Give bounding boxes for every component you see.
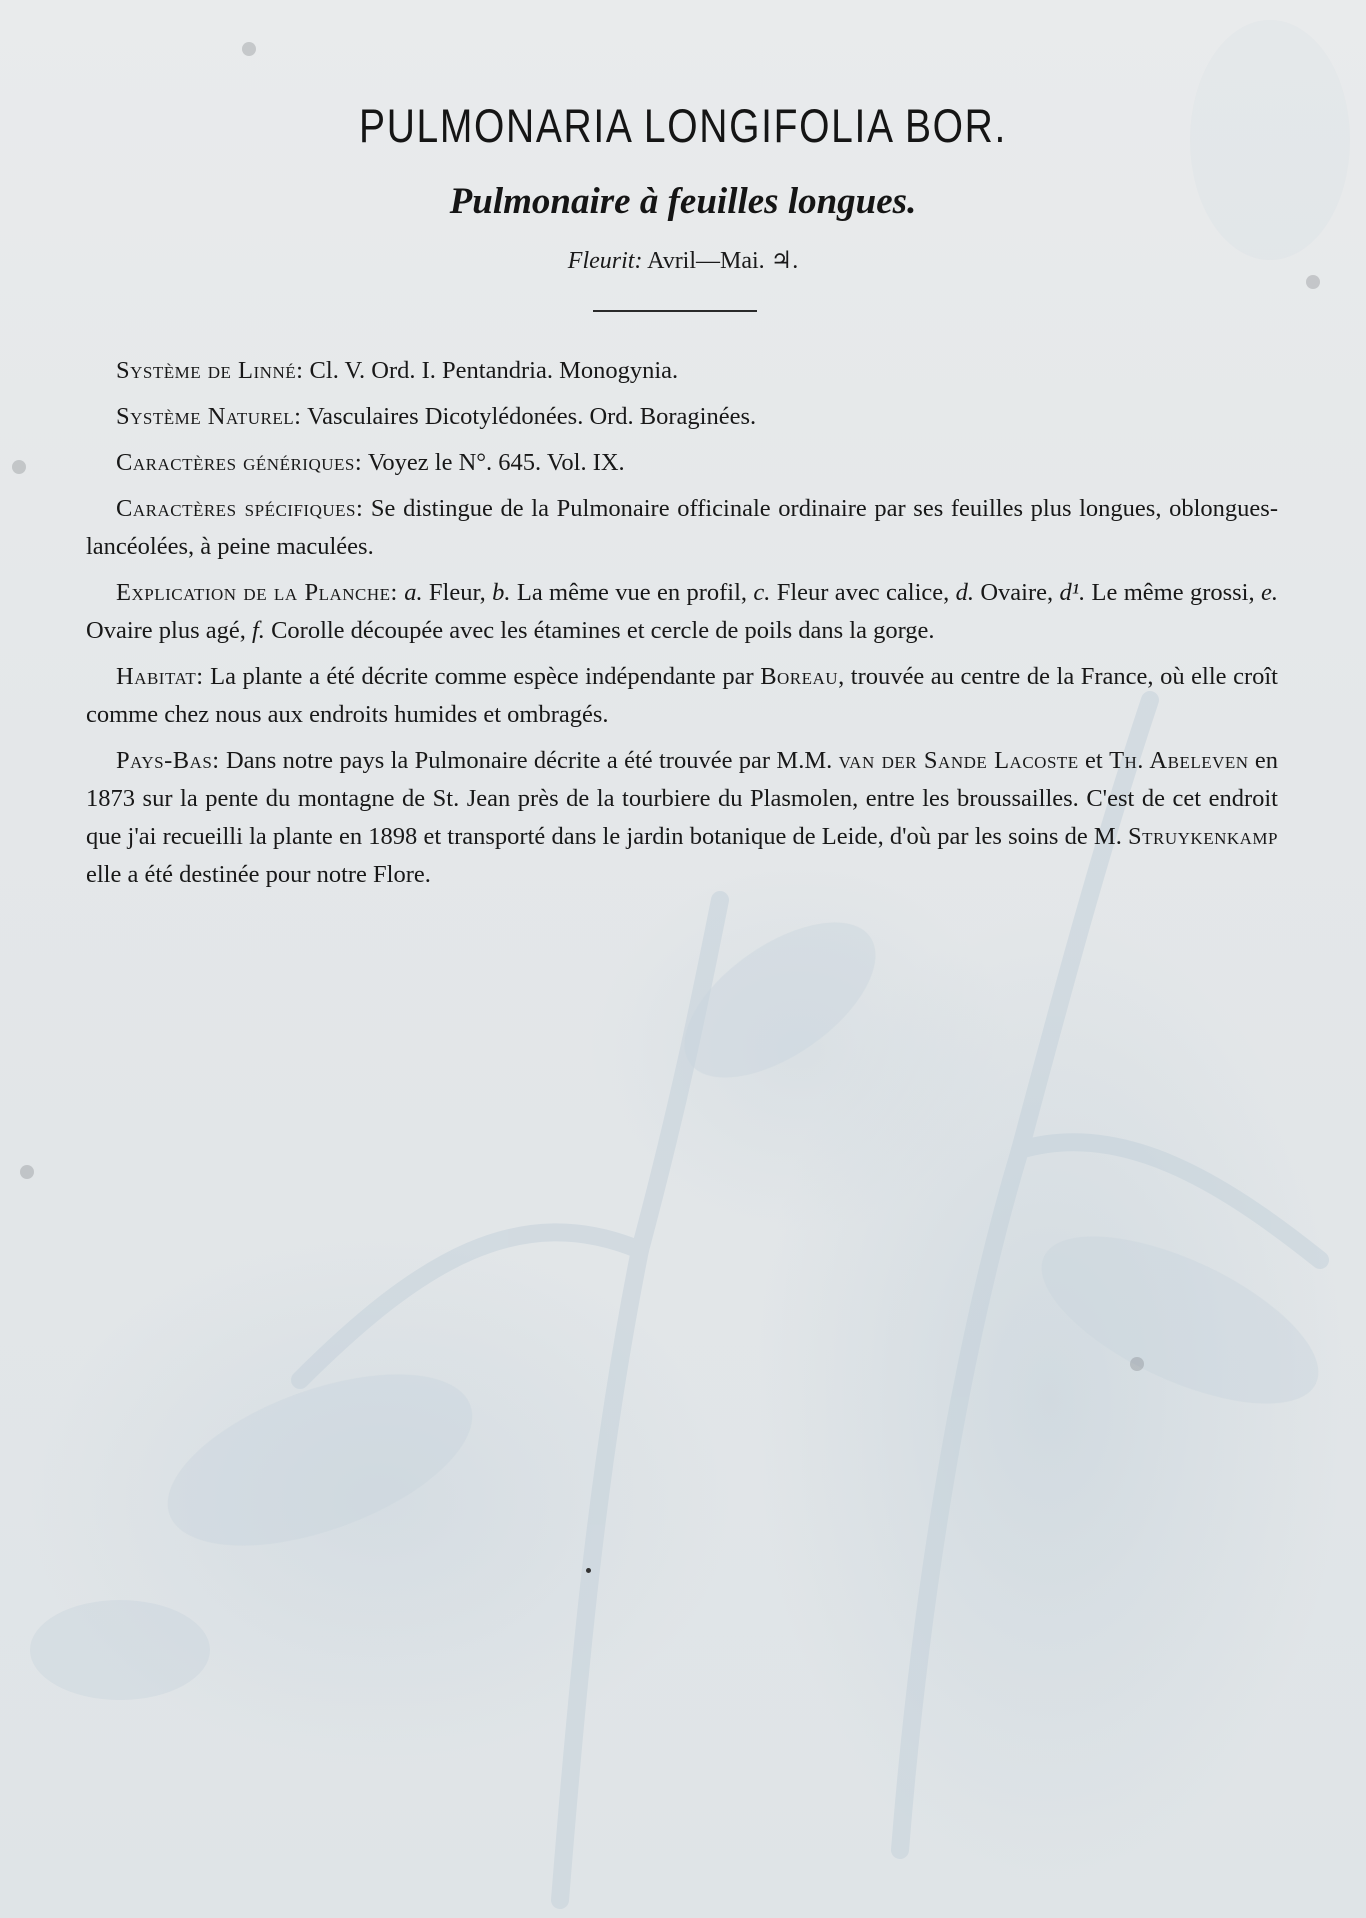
entry-text: elle a été destinée pour notre Flore. bbox=[86, 861, 431, 888]
entry-text: Vasculaires Dicotylédonées. Ord. Boraginées. bbox=[301, 403, 757, 430]
title-divider bbox=[593, 310, 757, 312]
flowering-value: Avril—Mai. ♃. bbox=[647, 248, 799, 274]
entry-label: Caractères génériques: bbox=[116, 449, 363, 476]
entry-text: et bbox=[1078, 747, 1110, 774]
person-name: van der Sande Lacoste bbox=[838, 747, 1079, 774]
person-name: Th. Abeleven bbox=[1109, 747, 1249, 774]
entry-text: , trouvée au centre de la France, où elle croît comme chez nous aux endroits humides et ombragés. bbox=[86, 663, 1278, 728]
paper-spot bbox=[1130, 1357, 1144, 1371]
paper-spot bbox=[12, 460, 26, 474]
person-name: Struykenkamp bbox=[1128, 823, 1278, 850]
paper-spot bbox=[1306, 275, 1320, 289]
flowering-label: Fleurit: bbox=[567, 248, 643, 274]
paper-spot bbox=[242, 42, 256, 56]
figure-letter: c. bbox=[753, 579, 771, 606]
entry-text: Cl. V. Ord. I. Pentandria. Monogynia. bbox=[303, 357, 679, 384]
entry-label: Pays-Bas: bbox=[116, 747, 220, 774]
entry-linnaeus-system bbox=[86, 352, 1278, 390]
entry-text: La même vue en profil, bbox=[510, 579, 754, 606]
entry-label: Habitat: bbox=[116, 663, 204, 690]
figure-letter: d. bbox=[955, 579, 974, 606]
description-body bbox=[86, 352, 1278, 902]
entry-habitat bbox=[86, 658, 1278, 734]
paper-spot bbox=[20, 1165, 34, 1179]
entry-text: Fleur, bbox=[422, 579, 493, 606]
figure-letter: d¹. bbox=[1059, 579, 1086, 606]
figure-letter: b. bbox=[492, 579, 511, 606]
figure-letter: a. bbox=[404, 579, 423, 606]
entry-generic-characters bbox=[86, 444, 1278, 482]
entry-netherlands bbox=[86, 742, 1278, 894]
page-title: PULMONARIA LONGIFOLIA BOR. bbox=[359, 99, 1007, 152]
entry-label: Explication de la Planche: bbox=[116, 579, 398, 606]
entry-text: en 1873 sur la pente du montagne de St. Jean près de la tourbiere du Plasmolen, entre les broussailles. C'est de cet endroit que j'ai recueilli la plante en 1898 et transporté dans le jardin botanique de Leide, d'où par les soins de M. bbox=[86, 747, 1279, 850]
entry-text: Ovaire plus agé, bbox=[86, 617, 252, 644]
figure-letter: e. bbox=[1260, 579, 1278, 606]
entry-text: Dans notre pays la Pulmonaire décrite a été trouvée par M.M. bbox=[219, 747, 839, 774]
entry-text: Ovaire, bbox=[973, 579, 1060, 606]
figure-letter: f. bbox=[252, 617, 265, 644]
author-name: Boreau bbox=[760, 663, 839, 690]
printed-dot bbox=[586, 1568, 591, 1573]
entry-text: Se distingue de la Pulmonaire officinale ordinaire par ses feuilles plus longues, oblongues-lancéolées, à peine maculées. bbox=[86, 495, 1278, 560]
entry-specific-characters bbox=[86, 490, 1278, 566]
page-subtitle: Pulmonaire à feuilles longues. bbox=[449, 181, 917, 222]
entry-text: Corolle découpée avec les étamines et cercle de poils dans la gorge. bbox=[264, 617, 935, 644]
entry-text: Le même grossi, bbox=[1085, 579, 1261, 606]
entry-natural-system bbox=[86, 398, 1278, 436]
entry-label: Système de Linné: bbox=[116, 357, 304, 384]
entry-label: Système Naturel: bbox=[116, 403, 302, 430]
entry-text: Fleur avec calice, bbox=[770, 579, 956, 606]
entry-label: Caractères spécifiques: bbox=[116, 495, 364, 522]
flowering-line bbox=[0, 246, 1366, 275]
entry-text: Voyez le N°. 645. Vol. IX. bbox=[362, 449, 625, 476]
entry-plate-explanation bbox=[86, 574, 1278, 650]
entry-text: La plante a été décrite comme espèce indépendante par bbox=[203, 663, 761, 690]
